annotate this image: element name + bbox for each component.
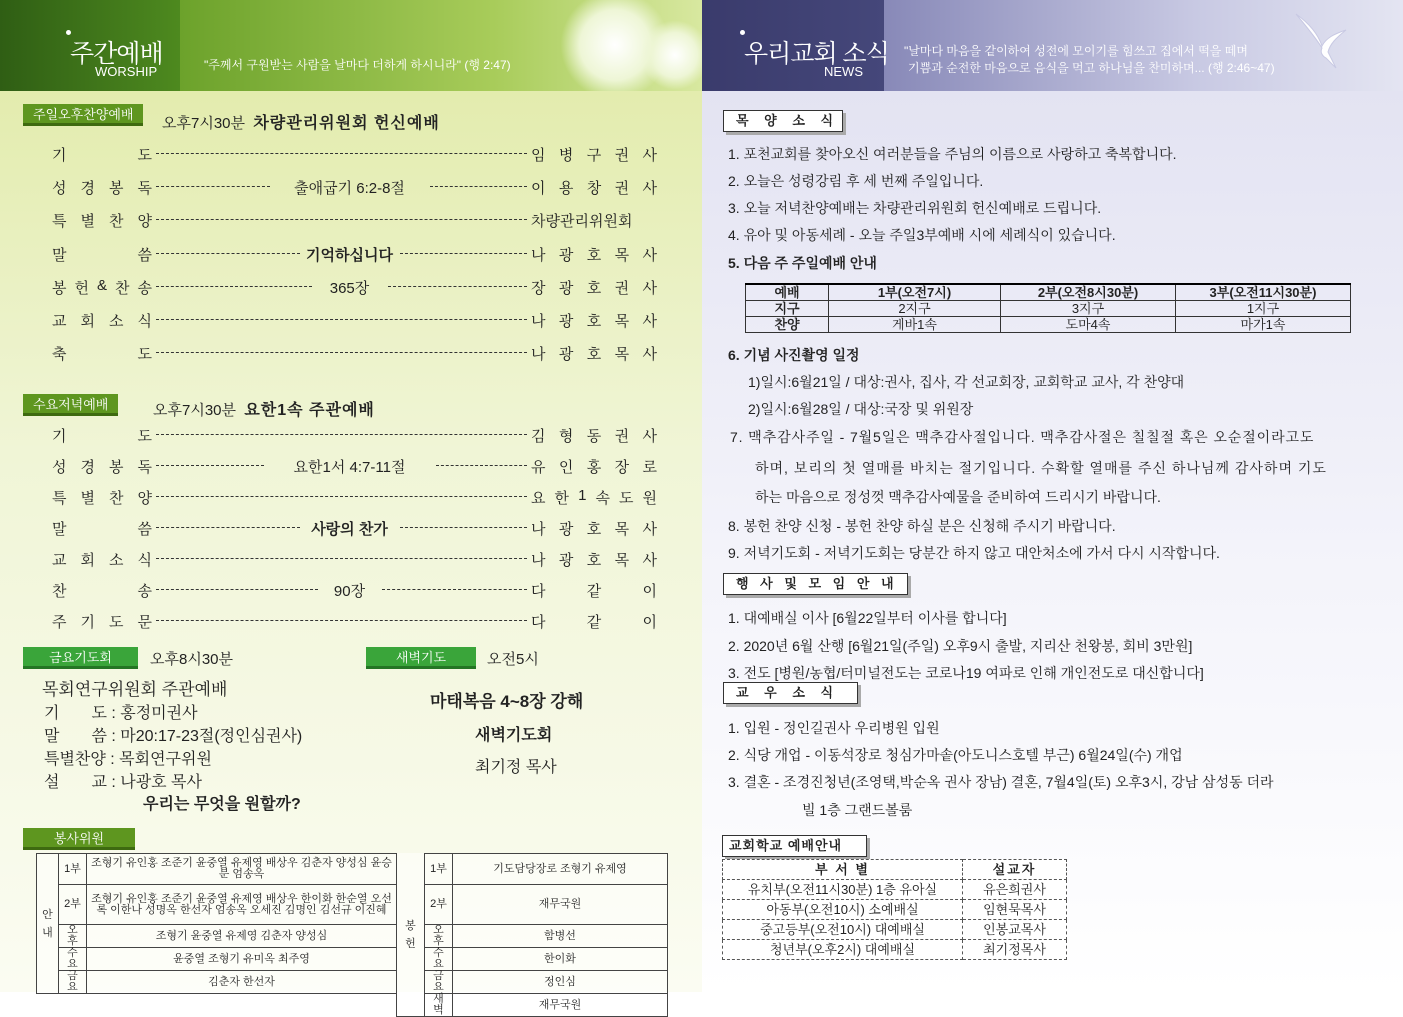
order-person [531,343,657,364]
vol-a-key: 수요 [59,948,87,971]
order-label-char: 회 [80,313,95,330]
order-person-char: 유 [531,459,546,476]
order-person [531,549,657,570]
order-person-char: 로 [642,459,657,476]
order-label-char: 주 [52,614,67,631]
order-person-char: 다 [531,583,546,600]
order-label-char: & [96,276,107,294]
order-person-char: 나 [531,346,546,364]
events-title: 행 사 및 모 임 안 내 [723,573,908,595]
order-row [52,277,657,301]
order-person-char: 같 [586,614,602,631]
order-person-char: 광 [558,279,574,297]
order-person-char: 원 [642,490,657,507]
order-label-char: 별 [80,490,95,507]
order-person-char: 사 [642,180,657,198]
order-row [52,210,657,234]
order-label [52,549,152,570]
order-label-char: 기 [52,147,67,164]
order-person-char: 광 [558,313,574,330]
order-label-char: 별 [80,213,95,231]
order-label-char: 씀 [137,521,152,538]
school-cell: 최기정목사 [963,940,1067,960]
order-content: 출애굽기 6:2-8절 [294,180,405,198]
school-cell: 아동부(오전10시) 소예배실 [723,900,963,920]
vol-b-val: 재무국원 [453,885,668,925]
order-label [52,580,152,601]
event-item-1: 1. 대예배실 이사 [6월22일부터 이사를 합니다] [728,610,1007,626]
vol-b-key: 1부 [425,854,453,885]
order-person [531,277,657,298]
news-item-7b: 하며, 보리의 첫 열매를 바치는 절기입니다. 수확할 열매를 주신 하나님께 감사하며 기도 [755,460,1327,476]
order-row [52,518,657,542]
header-subtitle: NEWS [824,64,863,79]
order-person-char: 목 [614,246,630,264]
bird-icon [1292,8,1362,78]
vol-a-key: 오후 [59,925,87,948]
header-title: 주간예배 [70,40,163,68]
order-person-char: 호 [586,313,602,330]
order-person-char: 같 [586,583,602,600]
order-person-char: 형 [558,428,574,445]
order-person-char: 목 [614,346,630,364]
tag-dawn: 새벽기도 [366,647,476,669]
dawn-name: 새벽기도회 [475,727,553,744]
order-label-char: 도 [109,614,124,631]
schedule-cell: 지구 [746,301,829,317]
order-row [52,425,657,449]
order-person [531,580,657,601]
order-person-char: 사 [642,552,657,569]
order-label-char: 찬 [52,583,67,600]
order-label-char: 성 [52,180,67,198]
order-row [52,549,657,573]
leader-line [156,186,270,187]
order-person [531,177,657,198]
news-item-7a: 7. 맥추감사주일 - 7월5일은 맥추감사절입니다. 맥추감사절은 칠칠절 혹은 오순절이라고도 [730,429,1315,445]
order-content: 90장 [333,583,366,600]
vol-b-val: 재무국원 [453,994,668,1017]
news-item-6b: 2)일시:6월28일 / 대상:국장 및 위원장 [748,401,974,417]
order-label-char: 말 [52,521,67,538]
order-label [52,177,152,198]
order-person-char: 목 [614,521,630,538]
order-person-char: 장 [614,459,630,476]
vol-a-val: 조형기 유인홍 조준기 윤중열 유제영 배상우 한이화 한순열 오선록 이한나 성명옥 한선자 엄송옥 오세진 김명인 김선규 이진혜 [87,885,397,925]
order-label-char: 소 [109,313,124,330]
vol-b-val: 정인심 [453,971,668,994]
order-row [52,611,657,635]
friday-line-2: 말 씀 : 마20:17-23절(정인심권사) [44,728,303,745]
leader-line [156,620,527,621]
order-label [52,277,152,298]
order-person-char: 광 [558,346,574,364]
order-label-char: 식 [137,313,152,330]
order-row [52,343,657,367]
member-item-3b: 빌 1층 그랜드볼룸 [802,802,913,818]
leader-line [400,253,528,254]
member-item-1: 1. 입원 - 정인길권사 우리병원 입원 [728,720,940,736]
vol-b-key: 오후 [425,925,453,948]
order-label-char: 찬 [109,490,124,507]
order-label-char: 씀 [137,246,152,264]
order-row [52,310,657,334]
order-person-char: 권 [614,180,630,198]
schedule-header: 1부(오전7시) [829,284,1001,301]
school-title: 교회학교 예배안내 [722,835,867,857]
order-person-char: 다 [531,614,546,631]
order-label-char: 양 [137,213,152,231]
news-item-1: 1. 포천교회를 찾아오신 여러분들을 주님의 이름으로 사랑하고 축복합니다. [728,146,1177,162]
news-item-2: 2. 오늘은 성령강림 후 세 번째 주일입니다. [728,173,984,189]
sunday-title: 차량관리위원회 헌신예배 [253,115,440,132]
order-label-char: 기 [80,614,95,631]
order-person-char: 광 [558,246,574,264]
schedule-cell: 2지구 [829,301,1001,317]
order-label-char: 봉 [52,279,67,297]
leader-line [156,465,264,466]
news-item-3: 3. 오늘 저녁찬양예배는 차량관리위원회 헌신예배로 드립니다. [728,200,1102,216]
order-label-char: 도 [137,428,152,445]
order-row [52,487,657,511]
wednesday-heading [153,397,375,420]
member-item-2: 2. 식당 개업 - 이동석장로 청심가마솥(아도니스호텔 부근) 6월24일(수) 개업 [728,747,1183,763]
order-person-char: 1 [578,487,587,504]
order-label-char: 송 [137,583,152,600]
dawn-time: 오전5시 [487,651,539,668]
vol-b-val: 한이화 [453,948,668,971]
news-item-6: 6. 기념 사진촬영 일정 [728,347,860,363]
order-label [52,611,152,632]
order-person [531,425,657,446]
order-person-char: 호 [586,346,602,364]
order-label-char: 특 [52,213,67,231]
order-label [52,244,152,265]
order-person-char: 사 [642,279,657,297]
leader-line [156,589,318,590]
schedule-cell: 게바1속 [829,317,1001,333]
order-content: 기억하십니다 [306,246,393,264]
order-person-char: 호 [586,279,602,297]
order-person-char: 한 [554,490,570,507]
header-worship [0,0,702,91]
order-label [52,456,152,477]
school-header: 설교자 [963,860,1067,880]
header-verse-1: "날마다 마음을 같이하여 성전에 모이기를 힘쓰고 집에서 떡을 떼며 [904,44,1248,58]
order-person-char: 권 [614,279,630,297]
order-person-char: 나 [531,246,546,264]
schedule-header: 예배 [746,284,829,301]
order-label-char: 회 [80,552,95,569]
order-label-char: 교 [52,313,67,330]
order-label-char: 양 [137,490,152,507]
order-content: 365장 [329,279,370,297]
order-person [531,144,657,165]
order-label [52,210,152,231]
dawn-book: 마태복음 4~8장 강해 [430,692,584,711]
order-label-char: 말 [52,246,67,264]
news-title: 목 양 소 식 [723,110,843,132]
order-label-char: 찬 [114,279,130,297]
header-verse: "주께서 구원받는 사람을 날마다 더하게 하시니라" (행 2:47) [204,58,511,72]
order-person-char: 사 [642,246,657,264]
sunday-time: 오후7시30분 [162,115,245,132]
friday-time: 오후8시30분 [150,651,233,668]
order-person-char: 사 [642,521,657,538]
order-row [52,456,657,480]
news-item-8: 8. 봉헌 찬양 신청 - 봉헌 찬양 하실 분은 신청해 주시기 바랍니다. [728,518,1116,534]
leader-line [156,253,300,254]
wednesday-time: 오후7시30분 [153,402,236,419]
tag-friday: 금요기도회 [23,647,138,669]
order-person-char: 광 [558,552,574,569]
order-label [52,487,152,508]
header-verse-2: 기쁨과 순전한 마음으로 음식을 먹고 하나님을 찬미하며... (행 2:46~47) [908,61,1275,75]
schedule-cell: 마가1속 [1176,317,1351,333]
order-person-char: 창 [586,180,602,198]
news-item-6a: 1)일시:6월21일 / 대상:권사, 집사, 각 선교회장, 교회학교 교사, 각 찬양대 [748,374,1185,390]
vol-a-key: 1부 [59,854,87,885]
order-label-char: 송 [137,279,152,297]
friday-line-4: 설 교 : 나광호 목사 [44,774,202,791]
order-label-char: 교 [52,552,67,569]
order-label [52,425,152,446]
order-label-char: 봉 [109,459,124,476]
order-person-char: 목 [614,552,630,569]
order-label [52,518,152,539]
order-person-char: 동 [586,428,602,445]
order-person-char: 인 [558,459,574,476]
order-label-char: 헌 [74,279,89,297]
order-person-char: 사 [642,346,657,364]
leader-line [382,589,528,590]
order-person [531,210,657,231]
leader-line [156,319,527,320]
school-cell: 유은희권사 [963,880,1067,900]
order-person-char: 나 [531,552,546,569]
order-person-char: 나 [531,313,546,330]
schedule-header: 2부(오전8시30분) [1001,284,1176,301]
leader-line [156,352,527,353]
order-label-char: 찬 [109,213,124,231]
order-label-char: 소 [109,552,124,569]
order-label-char: 특 [52,490,67,507]
order-person [531,518,657,539]
order-label-char: 도 [137,147,152,164]
schedule-cell: 도마4속 [1001,317,1176,333]
friday-line-1: 기 도 : 홍정미권사 [44,705,198,722]
order-row [52,144,657,168]
order-label-char: 경 [80,459,95,476]
leader-line [156,496,527,497]
order-label-char: 봉 [109,180,124,198]
school-cell: 인봉교목사 [963,920,1067,940]
leader-line [388,286,528,287]
order-label-char: 도 [137,346,152,364]
vol-b-key: 수요 [425,948,453,971]
order-person-char: 호 [586,552,602,569]
friday-line-3: 특별찬양 : 목회연구위원 [44,751,212,768]
order-person-char: 목 [614,313,630,330]
schedule-cell: 3지구 [1001,301,1176,317]
vol-b-key: 금요 [425,971,453,994]
order-person-char: 속 [595,490,610,507]
order-label [52,144,152,165]
school-cell: 임현묵목사 [963,900,1067,920]
vol-b-val: 기도담당장로 조형기 유제영 [453,854,668,885]
flower-icon [640,20,710,90]
order-person-char: 권 [614,147,630,164]
leader-line [156,527,300,528]
vol-b-key: 2부 [425,885,453,925]
order-person [531,487,657,508]
vol-b-key: 새벽 [425,994,453,1017]
order-person-char: 사 [642,313,657,330]
event-item-2: 2. 2020년 6월 산행 [6월21일(주일) 오후9시 출발, 지리산 천왕봉, 회비 3만원] [728,638,1193,654]
leader-line [156,219,527,220]
school-cell: 중고등부(오전10시) 대예배실 [723,920,963,940]
vol-a-val: 조형기 윤중열 유제영 김춘자 양성심 [87,925,397,948]
schedule-header: 3부(오전11시30분) [1176,284,1351,301]
order-label-char: 독 [137,459,152,476]
tag-volunteer: 봉사위원 [23,828,135,850]
order-person-char: 요 [531,490,546,507]
order-person-char: 사 [642,147,657,164]
school-header: 부 서 별 [723,860,963,880]
schedule-cell: 찬양 [746,317,829,333]
order-label-char: 기 [52,428,67,445]
order-person-char: 용 [558,180,574,198]
school-table [722,859,1067,960]
order-label-char: 축 [52,346,67,364]
tag-wednesday: 수요저녁예배 [23,394,118,416]
leader-line [436,465,528,466]
order-person-char: 사 [642,428,657,445]
news-item-7c: 하는 마음으로 정성껏 맥추감사예물을 준비하여 드리시기 바랍니다. [755,489,1161,505]
vol-a-key: 2부 [59,885,87,925]
members-title: 교 우 소 식 [723,682,858,704]
leader-line [400,527,528,528]
leader-line [156,286,312,287]
friday-sermon: 우리는 무엇을 원할까? [143,796,301,813]
order-person [531,456,657,477]
tag-sunday: 주일오후찬양예배 [23,104,143,126]
order-person-char: 홍 [586,459,602,476]
order-person-char: 차량관리위원회 [531,213,633,231]
order-person [531,244,657,265]
order-label-char: 경 [80,180,95,198]
order-person-char: 병 [558,147,574,164]
event-item-3: 3. 전도 [병원/농협/터미널전도는 코로나19 여파로 인해 개인전도로 대신합니다] [728,665,1204,681]
order-person-char: 나 [531,521,546,538]
order-label [52,343,152,364]
order-person-char: 이 [642,583,657,600]
leader-line [430,186,528,187]
header-title: 우리교회 소식 [744,40,889,68]
sunday-heading [162,110,440,133]
news-item-5: 5. 다음 주 주일예배 안내 [728,255,877,271]
order-row [52,177,657,201]
volunteer-side-a: 안내 [37,854,59,994]
order-person-char: 호 [586,521,602,538]
news-item-4: 4. 유아 및 아동세례 - 오늘 주일3부예배 시에 세례식이 있습니다. [728,227,1116,243]
order-person-char: 호 [586,246,602,264]
order-person-char: 이 [531,180,546,198]
order-person-char: 권 [614,428,630,445]
order-person-char: 구 [586,147,602,164]
order-person-char: 이 [642,614,657,631]
order-label-char: 독 [137,180,152,198]
leader-line [156,434,527,435]
order-person-char: 임 [531,147,546,164]
news-item-9: 9. 저녁기도회 - 저녁기도회는 당분간 하지 않고 대안처소에 가서 다시 시작합니다. [728,545,1220,561]
school-cell: 유치부(오전11시30분) 1층 유아실 [723,880,963,900]
wednesday-title: 요한1속 주관예배 [244,402,375,419]
order-label-char: 문 [137,614,152,631]
dawn-leader: 최기정 목사 [475,759,557,776]
order-label [52,310,152,331]
order-person-char: 광 [558,521,574,538]
schedule-cell: 1지구 [1176,301,1351,317]
leader-line [156,153,527,154]
order-person-char: 도 [618,490,634,507]
vol-b-val: 함병선 [453,925,668,948]
order-person [531,611,657,632]
order-content: 요한1서 4:7-11절 [293,459,406,476]
order-person-char: 김 [531,428,546,445]
school-cell: 청년부(오후2시) 대예배실 [723,940,963,960]
friday-title: 목회연구위원회 주관예배 [42,680,228,699]
service-schedule-table [745,283,1351,333]
volunteer-side-b: 봉헌 [397,854,425,1017]
order-row [52,580,657,604]
order-person-char: 장 [531,279,546,297]
vol-a-val: 김춘자 한선자 [87,971,397,994]
vol-a-key: 금요 [59,971,87,994]
order-row [52,244,657,268]
vol-a-val: 조형기 유인홍 조준기 윤중열 유제영 배상우 김춘자 양성심 윤승분 엄송옥 [87,854,397,885]
member-item-3: 3. 결혼 - 조경진청년(조영택,박순옥 권사 장남) 결혼, 7월4일(토) 오후3시, 강남 삼성동 더라 [728,774,1274,790]
leader-line [156,558,527,559]
vol-a-val: 윤중열 조형기 유미옥 최주영 [87,948,397,971]
volunteer-table [36,853,668,1017]
order-content: 사랑의 찬가 [311,521,388,538]
header-subtitle: WORSHIP [95,64,158,79]
order-person [531,310,657,331]
order-label-char: 성 [52,459,67,476]
order-label-char: 식 [137,552,152,569]
